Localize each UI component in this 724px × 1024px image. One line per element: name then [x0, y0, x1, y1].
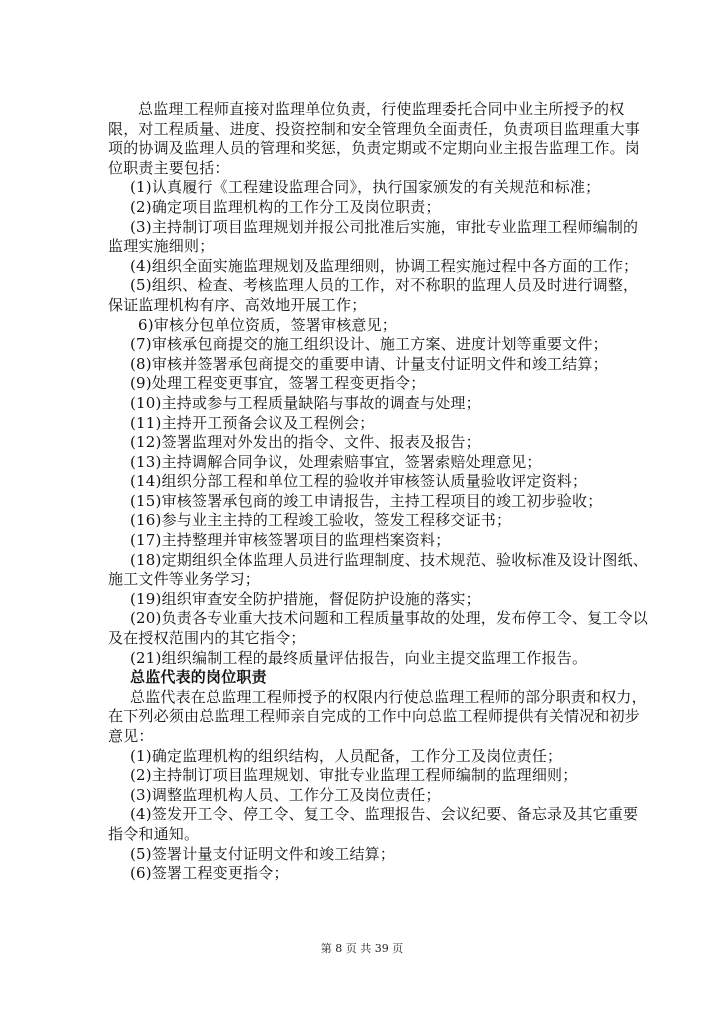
- duty-item: (5)组织、检查、考核监理人员的工作，对不称职的监理人员及时进行调整，保证监理机构有序、高效地开展工作；: [108, 276, 639, 314]
- section-heading: 总监代表的岗位职责: [130, 668, 267, 687]
- page-number: 第 8 页 共 39 页: [320, 942, 404, 955]
- duty-item: (9)处理工程变更事宜，签署工程变更指令；: [130, 374, 426, 393]
- duty-item: (11)主持开工预备会议及工程例会；: [130, 413, 375, 432]
- duty-item: (21)组织编制工程的最终质量评估报告，向业主提交监理工作报告。: [130, 648, 588, 667]
- duty-item: (10)主持或参与工程质量缺陷与事故的调查与处理；: [130, 393, 481, 412]
- duty-item: (19)组织审查安全防护措施，督促防护设施的落实；: [130, 589, 481, 608]
- duty-item: (4)组织全面实施监理规划及监理细则，协调工程实施过程中各方面的工作；: [130, 256, 639, 275]
- duty-item: (14)组织分部工程和单位工程的验收并审核签认质量验收评定资料；: [130, 472, 588, 491]
- duty-item: (13)主持调解合同争议，处理索赔事宜，签署索赔处理意见；: [130, 452, 542, 471]
- duty-item: (20)负责各专业重大技术问题和工程质量事故的处理，发布停工令、复工令以及在授权范围内的其它指令；: [108, 609, 648, 648]
- duty-item: (18)定期组织全体监理人员进行监理制度、技术规范、验收标准及设计图纸、施工文件等业务学习；: [108, 550, 648, 589]
- section-item: (4)签发开工令、停工令、复工令、监理报告、会议纪要、备忘录及其它重要指令和通知。: [108, 805, 639, 843]
- duty-item: (7)审核承包商提交的施工组织设计、施工方案、进度计划等重要文件；: [130, 335, 608, 354]
- section-item: (5)签署计量支付证明文件和竣工结算；: [130, 844, 396, 863]
- duty-item: 6)审核分包单位资质，签署审核意见；: [138, 315, 397, 334]
- duty-item: (12)签署监理对外发出的指令、文件、报表及报告；: [130, 433, 481, 452]
- section-item: (6)签署工程变更指令；: [130, 864, 289, 883]
- page-footer: [0, 940, 724, 956]
- duty-item: (17)主持整理并审核签署项目的监理档案资料；: [130, 531, 451, 550]
- section-item: (2)主持制订项目监理规划、审批专业监理工程师编制的监理细则；: [130, 766, 578, 785]
- section-item: (3)调整监理机构人员、工作分工及岗位责任；: [130, 785, 441, 804]
- duty-item: (3)主持制订项目监理规划并报公司批准后实施，审批专业监理工程师编制的监理实施细则；: [108, 217, 639, 256]
- document-body: [108, 100, 648, 884]
- section-intro: 总监代表在总监理工程师授予的权限内行使总监理工程师的部分职责和权力，在下列必须由总监理工程师亲自完成的工作中向总监工程师提供有关情况和初步意见：: [108, 687, 647, 745]
- duty-item: (1)认真履行《工程建设监理合同》，执行国家颁发的有关规范和标准；: [130, 178, 601, 197]
- intro-paragraph: 总监理工程师直接对监理单位负责，行使监理委托合同中业主所授予的权限，对工程质量、进度、投资控制和安全管理负全面责任，负责项目监理重大事项的协调及监理人员的管理和奖惩，负责定期或不定期向业主报告监理工作。岗位职责主要包括：: [108, 100, 641, 177]
- duty-item: (8)审核并签署承包商提交的重要申请、计量支付证明文件和竣工结算；: [130, 354, 608, 373]
- duty-item: (16)参与业主主持的工程竣工验收，签发工程移交证书；: [130, 511, 512, 530]
- duty-item: (15)审核签署承包商的竣工申请报告，主持工程项目的竣工初步验收；: [130, 491, 603, 510]
- duty-item: (2)确定项目监理机构的工作分工及岗位职责；: [130, 197, 441, 216]
- section-item: (1)确定监理机构的组织结构，人员配备，工作分工及岗位责任；: [130, 746, 563, 765]
